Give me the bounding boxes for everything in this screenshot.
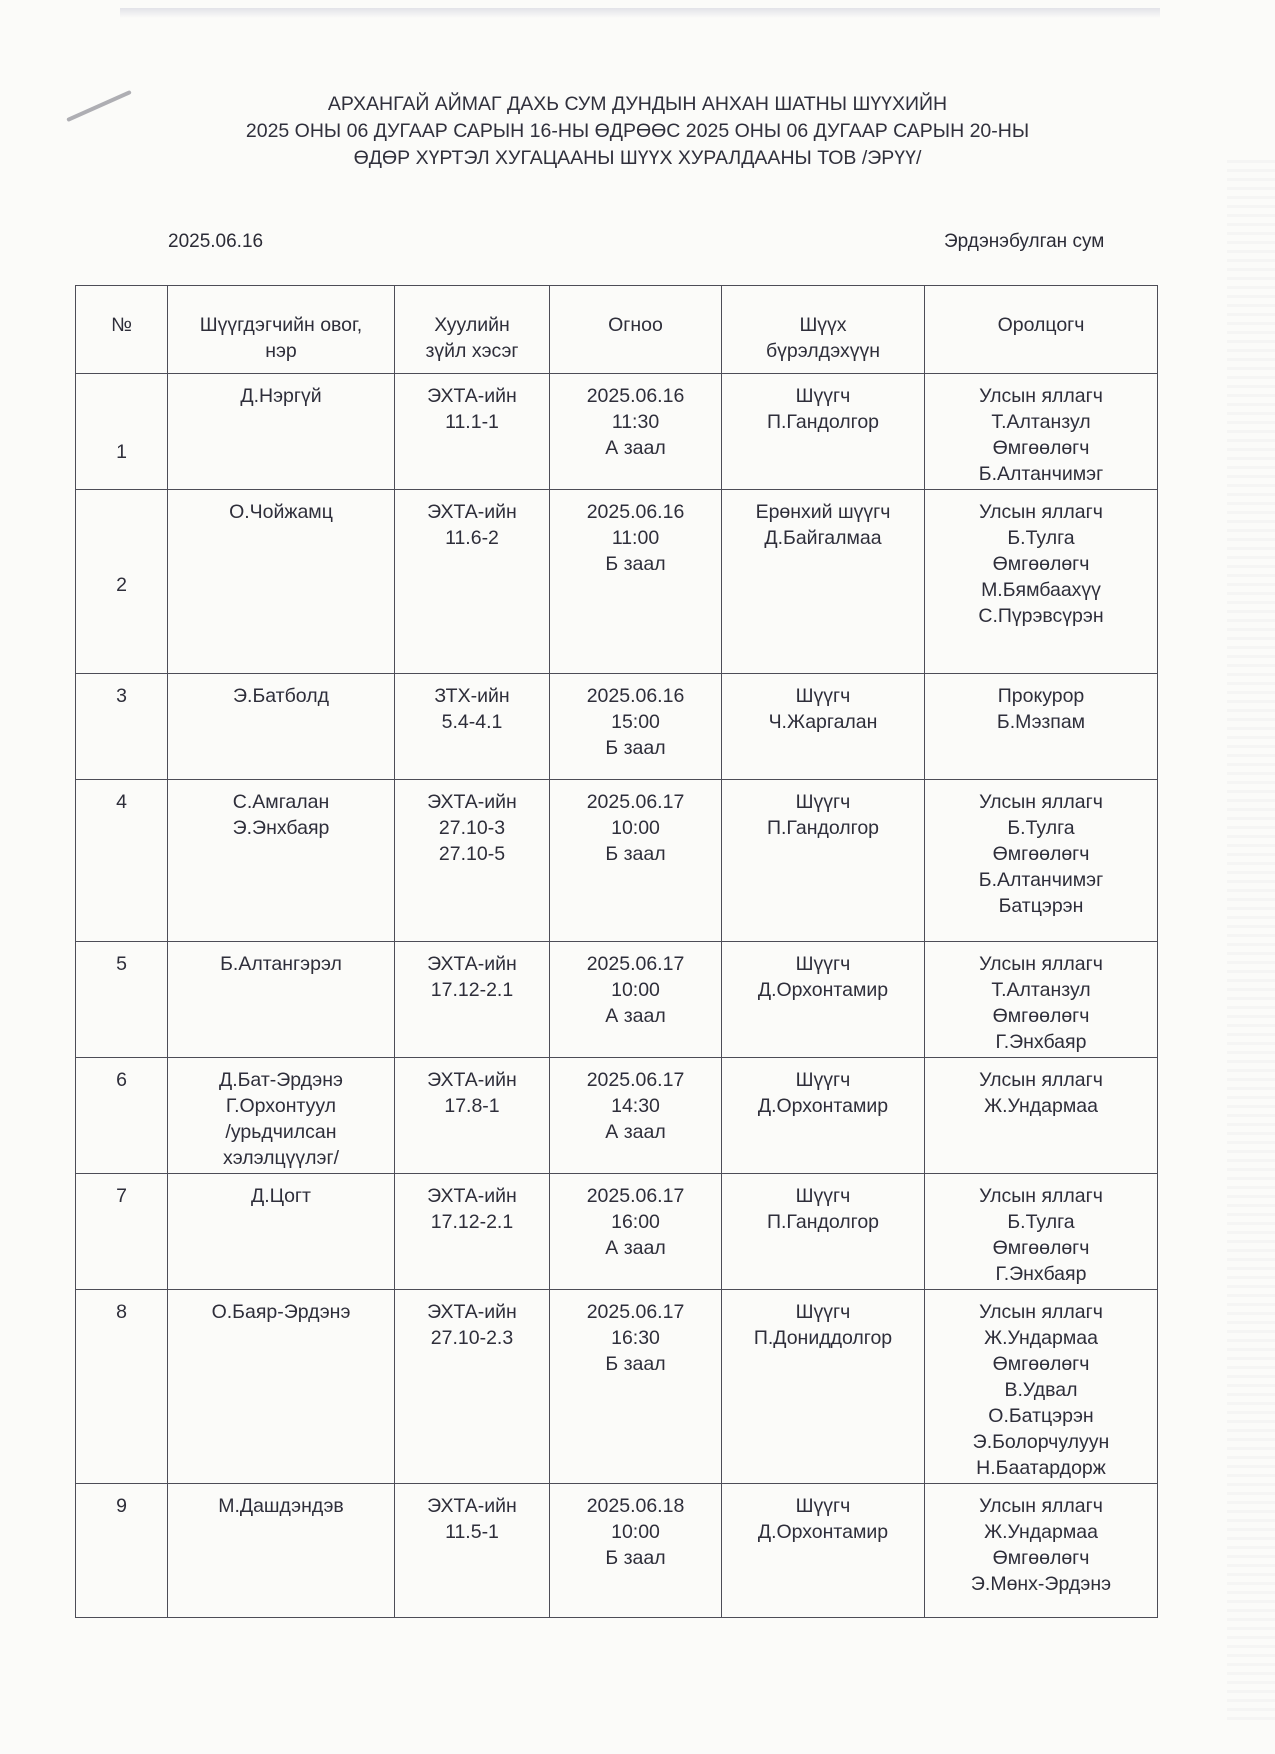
title-line-3: ӨДӨР ХҮРТЭЛ ХУГАЦААНЫ ШҮҮХ ХУРАЛДААНЫ ТОВ /ЭРҮҮ/: [353, 147, 922, 169]
cell-participants: Улсын яллагч Т.Алтанзул Өмгөөлөгч Г.Энхбаяр: [925, 942, 1158, 1058]
cell-participants: Прокурор Б.Мэзпам: [925, 674, 1158, 780]
table-row: [76, 374, 1158, 490]
cell-number: 1: [76, 374, 168, 490]
cell-date: 2025.06.16 11:30 А заал: [550, 374, 722, 490]
cell-participants: Улсын яллагч Ж.Ундармаа: [925, 1058, 1158, 1174]
cell-number: 5: [76, 942, 168, 1058]
cell-defendant: О.Баяр-Эрдэнэ: [168, 1290, 395, 1484]
cell-law-article: ЭХТА-ийн 11.6-2: [395, 490, 550, 674]
cell-law-article: ЭХТА-ийн 27.10-2.3: [395, 1290, 550, 1484]
cell-date: 2025.06.16 15:00 Б заал: [550, 674, 722, 780]
cell-defendant: О.Чойжамц: [168, 490, 395, 674]
cell-court-composition: Шүүгч П.Гандолгор: [722, 374, 925, 490]
cell-defendant: Д.Цогт: [168, 1174, 395, 1290]
col-header-date: Огноо: [550, 286, 722, 374]
document-location: Эрдэнэбулган сум: [944, 231, 1105, 252]
document-date: 2025.06.16: [168, 231, 264, 252]
cell-date: 2025.06.18 10:00 Б заал: [550, 1484, 722, 1618]
cell-court-composition: Шүүгч П.Дониддолгор: [722, 1290, 925, 1484]
cell-number: 8: [76, 1290, 168, 1484]
table-row: [76, 1484, 1158, 1618]
title-line-2: 2025 ОНЫ 06 ДУГААР САРЫН 16-НЫ ӨДРӨӨС 2025 ОНЫ 06 ДУГААР САРЫН 20-НЫ: [245, 120, 1030, 142]
cell-participants: Улсын яллагч Т.Алтанзул Өмгөөлөгч Б.Алтанчимэг: [925, 374, 1158, 490]
cell-participants: Улсын яллагч Б.Тулга Өмгөөлөгч Б.Алтанчимэг Батцэрэн: [925, 780, 1158, 942]
col-header-law-article: Хуулийн зүйл хэсэг: [395, 286, 550, 374]
title-line-1: АРХАНГАЙ АЙМАГ ДАХЬ СУМ ДУНДЫН АНХАН ШАТНЫ ШҮҮХИЙН: [327, 93, 948, 115]
cell-law-article: ЭХТА-ийн 27.10-3 27.10-5: [395, 780, 550, 942]
cell-court-composition: Шүүгч Д.Орхонтамир: [722, 942, 925, 1058]
cell-defendant: М.Дашдэндэв: [168, 1484, 395, 1618]
cell-number: 2: [76, 490, 168, 674]
col-header-number: №: [76, 286, 168, 374]
cell-date: 2025.06.17 10:00 Б заал: [550, 780, 722, 942]
cell-date: 2025.06.17 16:30 Б заал: [550, 1290, 722, 1484]
cell-date: 2025.06.16 11:00 Б заал: [550, 490, 722, 674]
table-row: [76, 674, 1158, 780]
col-header-court-composition: Шүүх бүрэлдэхүүн: [722, 286, 925, 374]
cell-defendant: Д.Бат-Эрдэнэ Г.Орхонтуул /урьдчилсан хэлэлцүүлэг/: [168, 1058, 395, 1174]
cell-defendant: Э.Батболд: [168, 674, 395, 780]
table-row: [76, 780, 1158, 942]
cell-court-composition: Шүүгч Д.Орхонтамир: [722, 1058, 925, 1174]
cell-date: 2025.06.17 10:00 А заал: [550, 942, 722, 1058]
cell-court-composition: Шүүгч Ч.Жаргалан: [722, 674, 925, 780]
cell-law-article: ЭХТА-ийн 11.1-1: [395, 374, 550, 490]
cell-participants: Улсын яллагч Ж.Ундармаа Өмгөөлөгч Э.Мөнх-Эрдэнэ: [925, 1484, 1158, 1618]
scan-margin-noise: [1227, 160, 1275, 1720]
table-row: [76, 1058, 1158, 1174]
cell-court-composition: Шүүгч Д.Орхонтамир: [722, 1484, 925, 1618]
table-row: [76, 942, 1158, 1058]
cell-date: 2025.06.17 14:30 А заал: [550, 1058, 722, 1174]
table-header-row: [76, 286, 1158, 374]
table-row: [76, 490, 1158, 674]
cell-defendant: С.Амгалан Э.Энхбаяр: [168, 780, 395, 942]
cell-participants: Улсын яллагч Б.Тулга Өмгөөлөгч Г.Энхбаяр: [925, 1174, 1158, 1290]
table-row: [76, 1174, 1158, 1290]
cell-number: 7: [76, 1174, 168, 1290]
cell-number: 3: [76, 674, 168, 780]
document-title: [0, 91, 1275, 172]
cell-law-article: ЭХТА-ийн 17.8-1: [395, 1058, 550, 1174]
cell-participants: Улсын яллагч Б.Тулга Өмгөөлөгч М.Бямбаахүү С.Пүрэвсүрэн: [925, 490, 1158, 674]
table-row: [76, 1290, 1158, 1484]
cell-court-composition: Шүүгч П.Гандолгор: [722, 780, 925, 942]
col-header-participants: Оролцогч: [925, 286, 1158, 374]
table-body: [76, 374, 1158, 1618]
cell-number: 6: [76, 1058, 168, 1174]
cell-court-composition: Ерөнхий шүүгч Д.Байгалмаа: [722, 490, 925, 674]
cell-defendant: Б.Алтангэрэл: [168, 942, 395, 1058]
col-header-defendant: Шүүгдэгчийн овог, нэр: [168, 286, 395, 374]
cell-law-article: ЭХТА-ийн 17.12-2.1: [395, 942, 550, 1058]
scan-edge-shadow: [120, 8, 1160, 18]
cell-law-article: ЗТХ-ийн 5.4-4.1: [395, 674, 550, 780]
cell-number: 4: [76, 780, 168, 942]
cell-court-composition: Шүүгч П.Гандолгор: [722, 1174, 925, 1290]
cell-participants: Улсын яллагч Ж.Ундармаа Өмгөөлөгч В.Удвал О.Батцэрэн Э.Болорчулуун Н.Баатардорж: [925, 1290, 1158, 1484]
cell-defendant: Д.Нэргүй: [168, 374, 395, 490]
cell-law-article: ЭХТА-ийн 17.12-2.1: [395, 1174, 550, 1290]
cell-law-article: ЭХТА-ийн 11.5-1: [395, 1484, 550, 1618]
cell-date: 2025.06.17 16:00 А заал: [550, 1174, 722, 1290]
cell-number: 9: [76, 1484, 168, 1618]
hearing-schedule-table: [75, 285, 1158, 1618]
